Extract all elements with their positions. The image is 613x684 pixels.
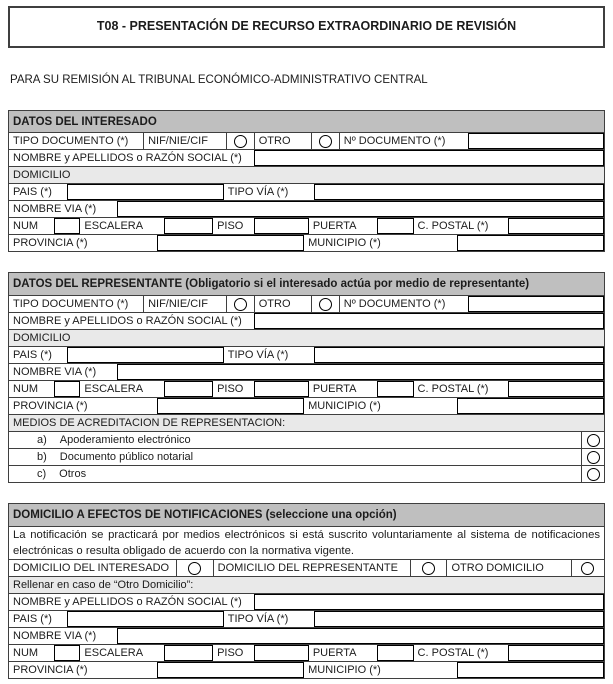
provincia-label: PROVINCIA (*) xyxy=(13,237,88,249)
rellenar-otro-domicilio-row xyxy=(9,576,604,593)
representante-tipo-via-input[interactable] xyxy=(314,347,604,363)
otros-radio[interactable] xyxy=(582,466,604,482)
interesado-puerta-input[interactable] xyxy=(377,218,414,234)
c-postal-label: C. POSTAL (*) xyxy=(417,647,489,659)
representante-piso-input[interactable] xyxy=(254,381,309,397)
section-domicilio-notificaciones xyxy=(8,503,605,679)
representante-provincia-row xyxy=(9,397,604,414)
nombre-via-label: NOMBRE VIA (*) xyxy=(13,203,97,215)
option-label: Documento público notarial xyxy=(59,451,194,463)
nombre-via-label: NOMBRE VIA (*) xyxy=(13,366,97,378)
interesado-escalera-input[interactable] xyxy=(164,218,213,234)
interesado-otro-radio[interactable] xyxy=(312,133,340,149)
municipio-label: MUNICIPIO (*) xyxy=(308,400,381,412)
piso-label: PISO xyxy=(217,647,244,659)
medios-acreditacion-header-row xyxy=(9,414,604,431)
c-postal-label: C. POSTAL (*) xyxy=(417,383,489,395)
notificaciones-header-label: DOMICILIO A EFECTOS DE NOTIFICACIONES (seleccione una opción) xyxy=(13,509,397,521)
option-letter: b) xyxy=(37,451,47,463)
domicilio-label: DOMICILIO xyxy=(13,332,71,344)
radio-circle-icon xyxy=(319,135,332,148)
representante-puerta-input[interactable] xyxy=(377,381,414,397)
otro-domicilio-c-postal-input[interactable] xyxy=(508,645,604,661)
interesado-municipio-input[interactable] xyxy=(457,235,604,251)
notificaciones-paragraph: La notificación se practicará por medios electrónicos si está suscrito voluntariamente al sistema de notificaciones electrónicas o resulta obligado de acuerdo con la normativa vigente. xyxy=(9,526,604,559)
documento-publico-notarial-radio[interactable] xyxy=(582,449,604,465)
escalera-label: ESCALERA xyxy=(84,220,144,232)
representante-header-label: DATOS DEL REPRESENTANTE (Obligatorio si el interesado actúa por medio de representante) xyxy=(13,278,530,290)
c-postal-label: C. POSTAL (*) xyxy=(417,220,489,232)
radio-circle-icon xyxy=(319,298,332,311)
domicilio-label: DOMICILIO xyxy=(13,169,71,181)
radio-circle-icon xyxy=(188,562,201,575)
domicilio-representante-radio[interactable] xyxy=(411,560,448,576)
tipo-via-label: TIPO VÍA (*) xyxy=(227,613,289,625)
interesado-pais-row xyxy=(9,183,604,200)
num-documento-label: Nº DOCUMENTO (*) xyxy=(343,135,446,147)
otro-domicilio-puerta-input[interactable] xyxy=(377,645,414,661)
nif-nie-cif-label: NIF/NIE/CIF xyxy=(144,296,227,312)
representante-escalera-input[interactable] xyxy=(164,381,213,397)
interesado-tipo-via-input[interactable] xyxy=(314,184,604,200)
option-letter: a) xyxy=(37,434,47,446)
interesado-provincia-input[interactable] xyxy=(157,235,304,251)
nombre-via-label: NOMBRE VIA (*) xyxy=(13,630,97,642)
interesado-num-documento-input[interactable] xyxy=(468,133,604,149)
tipo-documento-label: TIPO DOCUMENTO (*) xyxy=(9,133,144,149)
municipio-label: MUNICIPIO (*) xyxy=(308,237,381,249)
representante-nombre-row xyxy=(9,312,604,329)
representante-c-postal-input[interactable] xyxy=(508,381,604,397)
interesado-nombre-via-row xyxy=(9,200,604,217)
nombre-apellidos-label: NOMBRE y APELLIDOS o RAZÓN SOCIAL (*) xyxy=(13,152,242,164)
notificaciones-section-header xyxy=(9,504,604,526)
otro-domicilio-pais-input[interactable] xyxy=(67,611,224,627)
interesado-c-postal-input[interactable] xyxy=(508,218,604,234)
otro-label: OTRO xyxy=(255,133,312,149)
otro-domicilio-num-input[interactable] xyxy=(54,645,80,661)
nif-nie-cif-label: NIF/NIE/CIF xyxy=(144,133,227,149)
otro-domicilio-provincia-input[interactable] xyxy=(157,662,304,678)
medios-option-row xyxy=(9,465,604,482)
medios-option-a xyxy=(9,432,582,448)
municipio-label: MUNICIPIO (*) xyxy=(308,664,381,676)
representante-nombre-via-row xyxy=(9,363,604,380)
puerta-label: PUERTA xyxy=(312,220,357,232)
medios-acreditacion-label: MEDIOS DE ACREDITACION DE REPRESENTACION: xyxy=(13,417,286,429)
puerta-label: PUERTA xyxy=(312,647,357,659)
radio-circle-icon xyxy=(234,135,247,148)
representante-num-documento-input[interactable] xyxy=(468,296,604,312)
medios-option-row xyxy=(9,431,604,448)
otro-domicilio-nombre-via-input[interactable] xyxy=(117,628,604,644)
interesado-num-input[interactable] xyxy=(54,218,80,234)
domicilio-interesado-label: DOMICILIO DEL INTERESADO xyxy=(9,560,177,576)
option-label: Otros xyxy=(59,468,87,480)
interesado-header-label: DATOS DEL INTERESADO xyxy=(13,115,157,128)
otro-domicilio-nombre-input[interactable] xyxy=(254,594,604,610)
otro-domicilio-tipo-via-input[interactable] xyxy=(314,611,604,627)
piso-label: PISO xyxy=(217,383,244,395)
form-subtitle: PARA SU REMISIÓN AL TRIBUNAL ECONÓMICO-ADMINISTRATIVO CENTRAL xyxy=(10,74,428,86)
representante-nombre-via-input[interactable] xyxy=(117,364,604,380)
otro-domicilio-num-row xyxy=(9,644,604,661)
representante-pais-input[interactable] xyxy=(67,347,224,363)
interesado-nombre-row xyxy=(9,149,604,166)
representante-section-header xyxy=(9,273,604,295)
option-label: Apoderamiento electrónico xyxy=(59,434,191,446)
interesado-nombre-input[interactable] xyxy=(254,150,604,166)
interesado-provincia-row xyxy=(9,234,604,251)
representante-otro-radio[interactable] xyxy=(312,296,340,312)
pais-label: PAIS (*) xyxy=(13,349,52,361)
nombre-apellidos-label: NOMBRE y APELLIDOS o RAZÓN SOCIAL (*) xyxy=(13,315,242,327)
otro-domicilio-escalera-input[interactable] xyxy=(164,645,213,661)
num-label: NUM xyxy=(13,647,39,659)
radio-circle-icon xyxy=(422,562,435,575)
notificaciones-options-row xyxy=(9,559,604,576)
piso-label: PISO xyxy=(217,220,244,232)
representante-num-row xyxy=(9,380,604,397)
puerta-label: PUERTA xyxy=(312,383,357,395)
pais-label: PAIS (*) xyxy=(13,186,52,198)
tipo-documento-label: TIPO DOCUMENTO (*) xyxy=(9,296,144,312)
otro-label: OTRO xyxy=(255,296,312,312)
domicilio-interesado-radio[interactable] xyxy=(177,560,214,576)
interesado-documento-row xyxy=(9,132,604,149)
otro-domicilio-label: OTRO DOMICILIO xyxy=(447,560,571,576)
interesado-nif-radio[interactable] xyxy=(227,133,254,149)
otro-domicilio-municipio-input[interactable] xyxy=(457,662,604,678)
otro-domicilio-radio[interactable] xyxy=(572,560,604,576)
num-documento-label: Nº DOCUMENTO (*) xyxy=(343,298,446,310)
interesado-section-header xyxy=(9,111,604,132)
otro-domicilio-provincia-row xyxy=(9,661,604,678)
section-datos-interesado xyxy=(8,110,605,252)
section-datos-representante xyxy=(8,272,605,483)
representante-provincia-input[interactable] xyxy=(157,398,304,414)
domicilio-representante-label: DOMICILIO DEL REPRESENTANTE xyxy=(214,560,411,576)
escalera-label: ESCALERA xyxy=(84,383,144,395)
num-label: NUM xyxy=(13,220,39,232)
medios-option-row xyxy=(9,448,604,465)
otro-domicilio-pais-row xyxy=(9,610,604,627)
representante-pais-row xyxy=(9,346,604,363)
radio-circle-icon xyxy=(581,562,594,575)
apoderamiento-electronico-radio[interactable] xyxy=(582,432,604,448)
form-title: T08 - PRESENTACIÓN DE RECURSO EXTRAORDINARIO DE REVISIÓN xyxy=(96,18,517,33)
radio-circle-icon xyxy=(587,468,600,481)
representante-domicilio-row xyxy=(9,329,604,346)
rellenar-otro-domicilio-label: Rellenar en caso de “Otro Domicilio”: xyxy=(13,579,194,591)
medios-option-b xyxy=(9,449,582,465)
interesado-nombre-via-input[interactable] xyxy=(117,201,604,217)
form-title-box xyxy=(8,6,605,48)
interesado-num-row xyxy=(9,217,604,234)
interesado-pais-input[interactable] xyxy=(67,184,224,200)
medios-option-c xyxy=(9,466,582,482)
interesado-domicilio-row xyxy=(9,166,604,183)
nombre-apellidos-label: NOMBRE y APELLIDOS o RAZÓN SOCIAL (*) xyxy=(13,596,242,608)
option-letter: c) xyxy=(37,468,47,480)
radio-circle-icon xyxy=(234,298,247,311)
escalera-label: ESCALERA xyxy=(84,647,144,659)
radio-circle-icon xyxy=(587,434,600,447)
num-label: NUM xyxy=(13,383,39,395)
radio-circle-icon xyxy=(587,451,600,464)
tipo-via-label: TIPO VÍA (*) xyxy=(227,186,289,198)
representante-municipio-input[interactable] xyxy=(457,398,604,414)
interesado-piso-input[interactable] xyxy=(254,218,309,234)
representante-nif-radio[interactable] xyxy=(227,296,254,312)
pais-label: PAIS (*) xyxy=(13,613,52,625)
representante-documento-row xyxy=(9,295,604,312)
provincia-label: PROVINCIA (*) xyxy=(13,664,88,676)
otro-domicilio-piso-input[interactable] xyxy=(254,645,309,661)
representante-num-input[interactable] xyxy=(54,381,80,397)
otro-domicilio-nombre-via-row xyxy=(9,627,604,644)
otro-domicilio-nombre-row xyxy=(9,593,604,610)
tipo-via-label: TIPO VÍA (*) xyxy=(227,349,289,361)
provincia-label: PROVINCIA (*) xyxy=(13,400,88,412)
representante-nombre-input[interactable] xyxy=(254,313,604,329)
